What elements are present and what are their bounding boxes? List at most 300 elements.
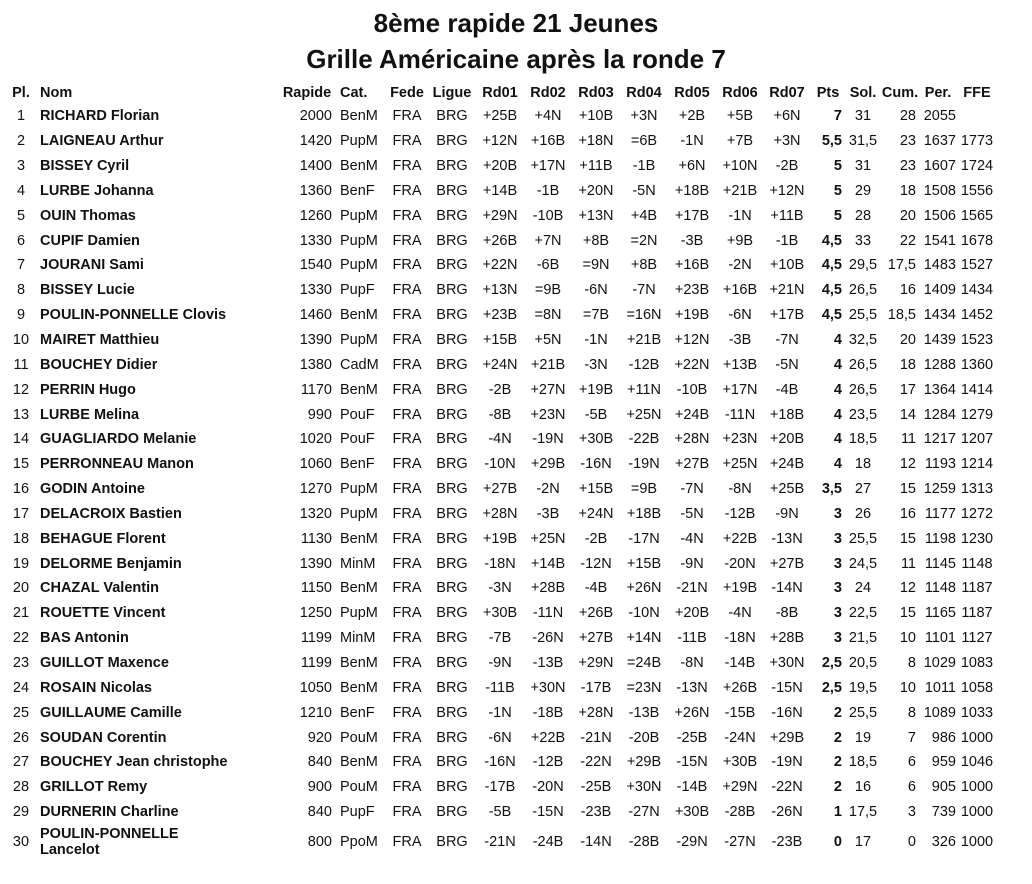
cell-round-6: -18N (724, 630, 756, 647)
cell-rapid-rating: 1330 (299, 232, 332, 249)
cell-federation: FRA (392, 381, 422, 398)
cell-points: 2 (833, 779, 842, 796)
cell-league: BRG (436, 729, 468, 746)
cell-category: CadM (340, 356, 379, 373)
cell-ffe-rating: 1414 (960, 381, 994, 398)
table-row (4, 477, 998, 502)
cell-round-3: +27B (578, 630, 614, 647)
cell-round-3: +24N (578, 505, 614, 522)
cell-place: 25 (12, 704, 30, 721)
cell-place: 17 (12, 505, 30, 522)
cell-category: MinM (340, 630, 376, 647)
cell-ffe-rating: 1000 (960, 804, 994, 821)
cell-round-2: -1B (536, 182, 560, 199)
cell-points: 3 (833, 530, 842, 547)
cell-round-7: +21N (769, 282, 805, 299)
cell-round-7: +11B (770, 207, 804, 224)
table-row (4, 725, 998, 750)
cell-solkoff: 17 (854, 834, 872, 851)
cell-round-3: +13N (578, 207, 614, 224)
cell-ffe-rating: 1678 (960, 232, 994, 249)
header-league: Ligue (432, 85, 472, 101)
header-round-2: Rd02 (530, 85, 566, 101)
cell-performance: 1506 (923, 207, 956, 224)
cell-points: 1 (833, 804, 842, 821)
cell-rapid-rating: 1020 (299, 431, 332, 448)
cell-category: BenM (340, 530, 378, 547)
cell-category: BenF (340, 704, 375, 721)
cell-cumulative: 3 (907, 804, 916, 821)
cell-federation: FRA (392, 158, 422, 175)
cell-solkoff: 22,5 (848, 605, 878, 622)
cell-round-1: +28N (482, 505, 518, 522)
cell-league: BRG (436, 630, 468, 647)
cell-round-2: +25N (530, 530, 566, 547)
cell-round-5: +26N (674, 704, 710, 721)
cell-category: PupF (340, 804, 375, 821)
cell-round-3: +19B (578, 381, 614, 398)
cell-performance: 1217 (923, 431, 956, 448)
cell-round-2: +14B (530, 555, 566, 572)
cell-round-5: +22N (674, 356, 710, 373)
cell-category: BenM (340, 381, 378, 398)
cell-round-6: -20N (724, 555, 756, 572)
cell-rapid-rating: 1380 (299, 356, 332, 373)
table-row (4, 203, 998, 228)
cell-category: PupM (340, 481, 378, 498)
cell-name: GODIN Antoine (40, 481, 145, 498)
cell-name: LURBE Melina (40, 406, 140, 423)
cell-rapid-rating: 1540 (299, 257, 332, 274)
cell-performance: 1145 (924, 555, 956, 572)
cell-ffe-rating: 1083 (960, 654, 994, 671)
cell-category: PupM (340, 605, 378, 622)
cell-federation: FRA (392, 555, 422, 572)
cell-place: 19 (12, 555, 30, 572)
cell-round-5: -8N (680, 654, 704, 671)
cell-place: 12 (12, 381, 30, 398)
cell-round-6: +7B (726, 133, 754, 150)
cell-solkoff: 24 (854, 580, 872, 597)
cell-ffe-rating: 1272 (960, 505, 994, 522)
cell-round-2: +29B (530, 456, 566, 473)
cell-ffe-rating: 1452 (960, 307, 994, 324)
cell-round-6: -11N (724, 406, 756, 423)
cell-league: BRG (436, 158, 468, 175)
cell-ffe-rating: 1000 (960, 834, 994, 851)
cell-solkoff: 19 (854, 729, 872, 746)
cell-league: BRG (436, 381, 468, 398)
cell-performance: 986 (931, 729, 956, 746)
cell-federation: FRA (392, 605, 422, 622)
cell-federation: FRA (392, 257, 422, 274)
cell-round-1: +20B (482, 158, 518, 175)
cell-round-4: -20B (628, 729, 660, 746)
cell-points: 3 (833, 630, 842, 647)
cell-cumulative: 15 (899, 481, 916, 498)
cell-round-3: +15B (578, 481, 614, 498)
cell-points: 2,5 (821, 654, 842, 671)
cell-rapid-rating: 1250 (299, 605, 332, 622)
standings-table (4, 82, 998, 860)
cell-points: 4 (833, 456, 842, 473)
cell-round-3: -22N (580, 754, 612, 771)
cell-name: ROUETTE Vincent (40, 605, 166, 622)
header-round-3: Rd03 (578, 85, 614, 101)
cell-round-2: -18B (532, 704, 564, 721)
cell-league: BRG (436, 834, 468, 851)
cell-round-7: -1B (775, 232, 799, 249)
cell-category: BenM (340, 158, 378, 175)
cell-league: BRG (436, 605, 468, 622)
cell-round-1: -5B (488, 804, 512, 821)
cell-federation: FRA (392, 108, 422, 125)
cell-round-6: -28B (724, 804, 756, 821)
cell-round-1: +30B (482, 605, 518, 622)
table-row (4, 775, 998, 800)
cell-round-5: -25B (676, 729, 708, 746)
cell-solkoff: 31 (854, 108, 872, 125)
cell-round-7: -9N (775, 505, 799, 522)
header-ffe-rating: FFE (963, 85, 991, 101)
cell-category: BenM (340, 754, 378, 771)
cell-round-4: +8B (630, 257, 658, 274)
cell-round-4: +11N (627, 381, 661, 398)
cell-league: BRG (436, 108, 468, 125)
cell-performance: 905 (931, 779, 956, 796)
cell-round-7: +3N (773, 133, 801, 150)
cell-round-2: =9B (534, 282, 562, 299)
cell-federation: FRA (392, 630, 422, 647)
cell-performance: 1198 (924, 530, 956, 547)
cell-round-5: -1N (680, 133, 704, 150)
cell-round-1: -6N (488, 729, 512, 746)
cell-ffe-rating: 1279 (960, 406, 994, 423)
cell-round-6: +10N (722, 158, 758, 175)
cell-name: GUAGLIARDO Melanie (40, 431, 197, 448)
cell-league: BRG (436, 282, 468, 299)
cell-federation: FRA (392, 356, 422, 373)
cell-solkoff: 18,5 (848, 754, 878, 771)
cell-round-1: -21N (484, 834, 516, 851)
cell-category: PupM (340, 257, 378, 274)
cell-round-4: -12B (628, 356, 660, 373)
cell-round-4: +15B (626, 555, 662, 572)
cell-round-3: -16N (580, 456, 612, 473)
cell-category: PupM (340, 232, 378, 249)
header-round-6: Rd06 (722, 85, 758, 101)
cell-round-4: =16N (626, 307, 662, 324)
cell-place: 20 (12, 580, 30, 597)
cell-category: BenF (340, 182, 375, 199)
cell-rapid-rating: 1320 (299, 505, 332, 522)
cell-cumulative: 16 (899, 282, 916, 299)
cell-round-1: +25B (482, 108, 518, 125)
cell-place: 2 (16, 133, 26, 150)
cell-round-6: -2N (728, 257, 752, 274)
cell-name: BOUCHEY Didier (40, 356, 158, 373)
cell-round-5: -14B (676, 779, 708, 796)
cell-rapid-rating: 1420 (299, 133, 332, 150)
cell-round-6: +22B (722, 530, 758, 547)
cell-round-5: -13N (676, 679, 708, 696)
cell-federation: FRA (392, 505, 422, 522)
header-performance: Per. (924, 85, 952, 101)
cell-solkoff: 31,5 (848, 133, 878, 150)
cell-performance: 2055 (923, 108, 956, 125)
cell-points: 2 (833, 704, 842, 721)
cell-rapid-rating: 1400 (299, 158, 332, 175)
cell-round-4: -17N (628, 530, 660, 547)
cell-points: 4 (833, 332, 842, 349)
cell-rapid-rating: 1050 (299, 679, 332, 696)
cell-federation: FRA (392, 754, 422, 771)
table-row (4, 228, 998, 253)
cell-place: 9 (16, 307, 26, 324)
cell-solkoff: 31 (854, 158, 872, 175)
cell-round-1: +26B (482, 232, 518, 249)
cell-cumulative: 15 (899, 605, 916, 622)
cell-round-1: -4N (488, 431, 512, 448)
cell-name: BISSEY Lucie (40, 282, 135, 299)
cell-points: 0 (833, 834, 842, 851)
cell-ffe-rating: 1046 (960, 754, 994, 771)
cell-performance: 1193 (924, 456, 956, 473)
cell-place: 27 (12, 754, 30, 771)
cell-place: 6 (16, 232, 26, 249)
cell-round-6: -12B (724, 505, 756, 522)
cell-solkoff: 25,5 (848, 530, 878, 547)
cell-round-2: +16B (530, 133, 566, 150)
cell-cumulative: 7 (907, 729, 916, 746)
cell-round-2: +7N (534, 232, 562, 249)
cell-round-2: +21B (530, 356, 566, 373)
cell-performance: 739 (931, 804, 956, 821)
table-row (4, 651, 998, 676)
cell-federation: FRA (392, 282, 422, 299)
cell-round-3: +18N (578, 133, 614, 150)
cell-round-7: +29B (769, 729, 805, 746)
cell-round-6: +16B (722, 282, 758, 299)
cell-rapid-rating: 1360 (299, 182, 332, 199)
cell-round-2: -10B (532, 207, 564, 224)
cell-solkoff: 17,5 (848, 804, 878, 821)
page-title: 8ème rapide 21 Jeunes (373, 8, 659, 38)
cell-performance: 959 (931, 754, 956, 771)
cell-place: 10 (12, 332, 30, 349)
cell-league: BRG (436, 580, 468, 597)
cell-rapid-rating: 920 (307, 729, 332, 746)
cell-rapid-rating: 1170 (300, 381, 332, 398)
cell-round-5: +12N (674, 332, 710, 349)
cell-federation: FRA (392, 232, 422, 249)
cell-federation: FRA (392, 307, 422, 324)
cell-federation: FRA (392, 679, 422, 696)
table-row (4, 278, 998, 303)
cell-ffe-rating: 1434 (960, 282, 994, 299)
table-row (4, 452, 998, 477)
cell-performance: 1637 (923, 133, 956, 150)
header-federation: Fede (390, 85, 424, 101)
cell-name: OUIN Thomas (40, 207, 136, 224)
cell-round-6: +21B (722, 182, 758, 199)
cell-solkoff: 18,5 (848, 431, 878, 448)
cell-federation: FRA (392, 207, 422, 224)
cell-league: BRG (436, 406, 468, 423)
cell-round-2: +4N (534, 108, 562, 125)
cell-round-2: -15N (532, 804, 564, 821)
cell-round-6: -27N (724, 834, 756, 851)
cell-round-5: +28N (674, 431, 710, 448)
cell-round-2: +27N (530, 381, 566, 398)
cell-cumulative: 18 (899, 182, 916, 199)
cell-solkoff: 26,5 (848, 356, 878, 373)
cell-name: LAIGNEAU Arthur (40, 133, 164, 150)
cell-federation: FRA (392, 580, 422, 597)
cell-round-6: +5B (726, 108, 754, 125)
cell-round-5: +18B (674, 182, 710, 199)
cell-rapid-rating: 990 (307, 406, 332, 423)
cell-ffe-rating: 1565 (960, 207, 994, 224)
table-body (4, 104, 998, 860)
cell-place: 23 (12, 654, 30, 671)
cell-round-3: +29N (578, 654, 614, 671)
cell-round-4: -22B (628, 431, 660, 448)
cell-round-3: +28N (578, 704, 614, 721)
cell-points: 3 (833, 580, 842, 597)
header-points: Pts (816, 85, 840, 101)
cell-round-7: -13N (771, 530, 803, 547)
cell-round-7: -5N (775, 356, 799, 373)
cell-ffe-rating: 1773 (960, 133, 994, 150)
cell-round-6: -8N (728, 481, 752, 498)
cell-round-6: -14B (724, 654, 756, 671)
cell-place: 15 (12, 456, 30, 473)
cell-round-6: +19B (722, 580, 758, 597)
cell-cumulative: 8 (907, 654, 916, 671)
cell-round-3: =9N (582, 257, 610, 274)
cell-ffe-rating: 1187 (961, 605, 993, 622)
cell-round-6: +25N (722, 456, 758, 473)
cell-round-5: +27B (674, 456, 710, 473)
cell-round-7: +25B (769, 481, 805, 498)
cell-performance: 1439 (923, 332, 956, 349)
cell-round-3: -17B (580, 679, 612, 696)
cell-name: BAS Antonin (40, 630, 129, 647)
cell-round-3: -23B (580, 804, 612, 821)
cell-cumulative: 20 (899, 332, 916, 349)
cell-cumulative: 17,5 (887, 257, 916, 274)
cell-category: BenM (340, 108, 378, 125)
cell-round-7: +18B (769, 406, 805, 423)
cell-place: 21 (12, 605, 30, 622)
cell-performance: 1364 (923, 381, 956, 398)
cell-performance: 1029 (923, 654, 956, 671)
cell-round-1: +15B (482, 332, 518, 349)
cell-place: 3 (16, 158, 26, 175)
cell-round-7: +20B (769, 431, 805, 448)
cell-name: CUPIF Damien (40, 232, 140, 249)
cell-performance: 1284 (923, 406, 956, 423)
cell-round-1: -8B (488, 406, 512, 423)
cell-round-2: -20N (532, 779, 564, 796)
table-row (4, 129, 998, 154)
cell-round-2: -3B (536, 505, 560, 522)
cell-cumulative: 23 (899, 133, 916, 150)
cell-category: PpoM (340, 834, 378, 851)
cell-performance: 1011 (924, 679, 956, 696)
cell-federation: FRA (392, 654, 422, 671)
header-round-5: Rd05 (674, 85, 710, 101)
cell-round-3: =7B (582, 307, 610, 324)
cell-points: 4,5 (821, 282, 842, 299)
cell-round-6: -15B (724, 704, 756, 721)
cell-round-7: -19N (771, 754, 803, 771)
cell-rapid-rating: 1390 (299, 555, 332, 572)
cell-round-7: -8B (775, 605, 799, 622)
table-header-row (4, 82, 998, 104)
cell-name: LURBE Johanna (40, 182, 154, 199)
cell-round-1: +23B (482, 307, 518, 324)
cell-round-4: -10N (628, 605, 660, 622)
table-row (4, 328, 998, 353)
cell-points: 4,5 (821, 307, 842, 324)
cell-round-1: -2B (488, 381, 512, 398)
cell-round-1: -10N (484, 456, 516, 473)
cell-round-6: +9B (726, 232, 754, 249)
page-subtitle: Grille Américaine après la ronde 7 (306, 44, 726, 74)
cell-ffe-rating: 1127 (961, 630, 993, 647)
cell-rapid-rating: 1060 (299, 456, 332, 473)
cell-ffe-rating: 1033 (960, 704, 994, 721)
cell-round-7: +27B (769, 555, 805, 572)
cell-league: BRG (436, 505, 468, 522)
cell-performance: 1101 (924, 630, 956, 647)
table-row (4, 700, 998, 725)
cell-ffe-rating: 1230 (960, 530, 994, 547)
cell-name: BISSEY Cyril (40, 158, 130, 175)
header-name: Nom (40, 85, 73, 101)
cell-name: CHAZAL Valentin (40, 580, 159, 597)
cell-round-4: -1B (632, 158, 656, 175)
cell-round-5: -9N (680, 555, 704, 572)
cell-league: BRG (436, 555, 468, 572)
cell-round-2: -24B (532, 834, 564, 851)
cell-round-7: -7N (775, 332, 799, 349)
cell-round-7: -16N (771, 704, 803, 721)
cell-cumulative: 0 (907, 834, 916, 851)
cell-solkoff: 26,5 (848, 282, 878, 299)
cell-category: MinM (340, 555, 376, 572)
cell-round-4: -27N (628, 804, 660, 821)
cell-round-5: -11B (677, 630, 707, 647)
cell-league: BRG (436, 754, 468, 771)
cell-ffe-rating: 1000 (960, 729, 994, 746)
cell-ffe-rating: 1214 (960, 456, 994, 473)
cell-round-2: -11N (532, 605, 564, 622)
cell-round-3: -3N (584, 356, 608, 373)
cell-federation: FRA (392, 704, 422, 721)
cell-solkoff: 21,5 (848, 630, 878, 647)
cell-points: 3 (833, 605, 842, 622)
cell-name: DELACROIX Bastien (40, 505, 182, 522)
cell-rapid-rating: 1130 (300, 530, 332, 547)
table-row (4, 626, 998, 651)
cell-round-1: +22N (482, 257, 518, 274)
cell-name: JOURANI Sami (40, 257, 144, 274)
cell-performance: 326 (931, 834, 956, 851)
cell-points: 3,5 (821, 481, 842, 498)
